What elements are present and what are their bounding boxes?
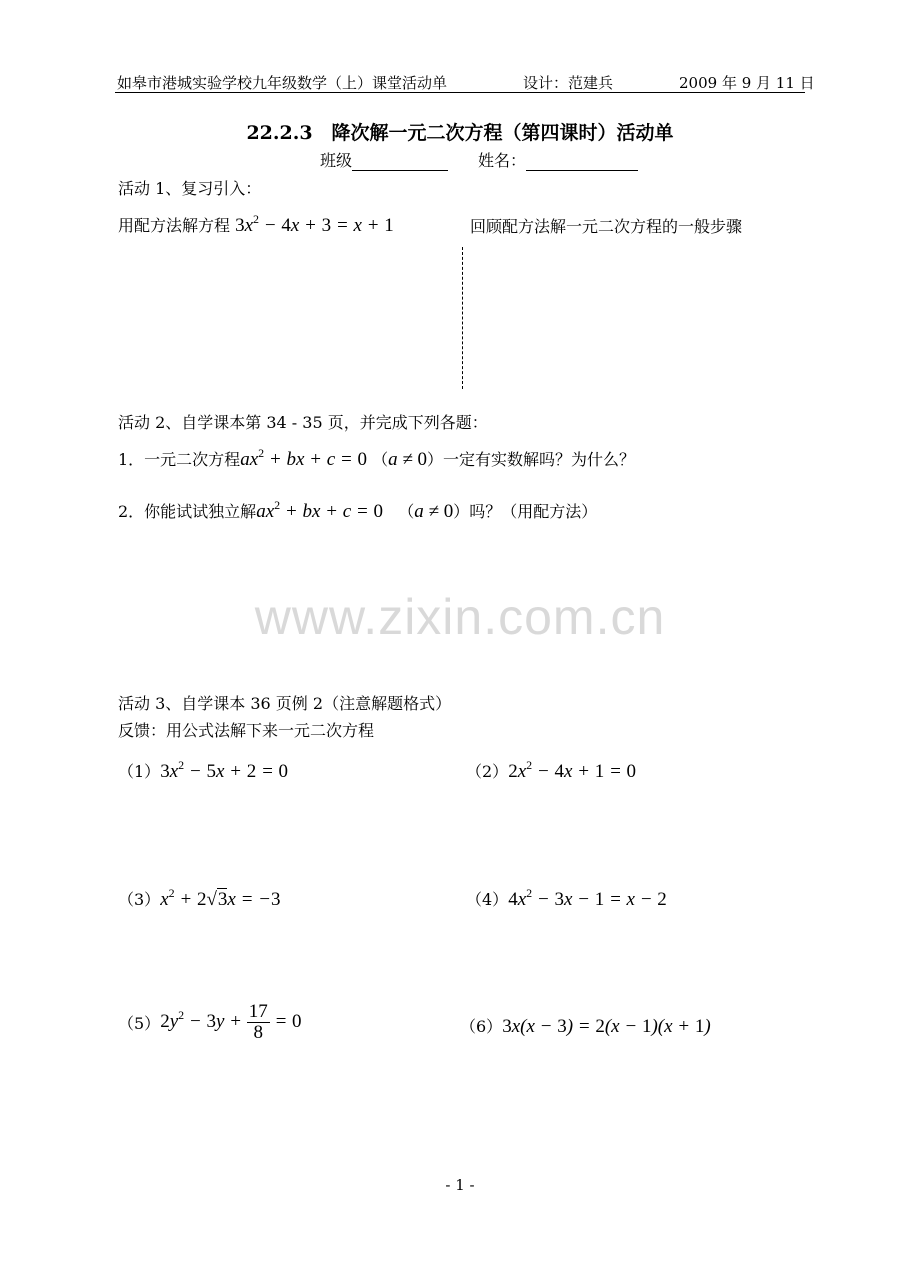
q2-cond-open: （ — [398, 502, 415, 521]
problem-4-label: （4） — [466, 890, 509, 909]
problem-5 — [118, 1002, 302, 1043]
activity1-left-prompt: 用配方法解方程 — [118, 216, 231, 235]
problem-3-equation: $x^2 + 2√3x = -3$ — [160, 886, 281, 910]
problem-1 — [118, 758, 288, 783]
page-number: - 1 - — [445, 1176, 475, 1194]
problem-5-label: （5） — [118, 1014, 161, 1033]
activity3-feedback: 反馈：用公式法解下来一元二次方程 — [118, 721, 375, 740]
problem-6-equation: 3x(x − 3) = 2(x − 1)(x + 1) — [502, 1016, 711, 1037]
header-designer: 设计：范建兵 — [523, 74, 614, 92]
activity1-right-prompt: 回顾配方法解一元二次方程的一般步骤 — [470, 217, 743, 236]
condition-q1: a ≠ 0 — [388, 449, 428, 470]
activity3-heading: 活动 3、自学课本 36 页例 2（注意解题格式） — [118, 694, 452, 713]
header-school: 如皋市港城实验学校九年级数学（上）课堂活动单 — [117, 74, 448, 92]
page-title: 22.2.3 降次解一元二次方程（第四课时）活动单 — [246, 122, 674, 144]
problem-2 — [466, 758, 636, 783]
condition-q2: a ≠ 0 — [414, 501, 454, 522]
divider-dashed — [462, 247, 463, 389]
q2-cond-close: ）吗？（用配方法） — [453, 502, 598, 521]
activity2-heading: 活动 2、自学课本第 34 - 35 页，并完成下列各题： — [118, 413, 488, 432]
problem-6 — [460, 1014, 711, 1038]
class-blank — [352, 151, 448, 171]
name-field — [478, 148, 638, 171]
activity1-heading: 活动 1、复习引入： — [118, 179, 262, 198]
equation-a1: $3x^2 - 4x + 3 = x + 1$ — [235, 212, 394, 236]
name-blank — [526, 151, 638, 171]
problem-4 — [466, 886, 667, 911]
problem-4-equation: $4x^2 - 3x - 1 = x - 2$ — [508, 886, 667, 910]
name-label: 姓名： — [478, 151, 527, 170]
q1-cond-close: ）一定有实数解吗？为什么？ — [427, 450, 636, 469]
q1-text: 1．一元二次方程 — [118, 450, 241, 469]
equation-q1: $ax^2$ + bx + c = 0 — [240, 446, 367, 470]
fraction-17-8: $\frac{17}{8}$ — [248, 1001, 268, 1043]
problem-1-equation: $3x^2 - 5x + 2 = 0$ — [160, 758, 289, 782]
problem-3 — [118, 886, 280, 911]
class-field — [320, 148, 448, 171]
problem-6-label: （6） — [460, 1017, 503, 1036]
equation-q2: $ax^2$ + bx + c = 0 — [256, 498, 383, 522]
activity2-q2 — [118, 498, 597, 523]
activity1-left — [118, 212, 394, 237]
problem-3-label: （3） — [118, 890, 161, 909]
class-label: 班级 — [320, 151, 353, 170]
header-date: 2009 年 9 月 11 日 — [679, 74, 815, 92]
header-rule — [115, 92, 805, 93]
q1-cond-open: （ — [372, 450, 389, 469]
problem-1-label: （1） — [118, 762, 161, 781]
watermark: www.zixin.com.cn — [254, 589, 666, 645]
problem-5-equation: $2y^2 - 3y$ + $\frac{17}{8}$ = 0 — [160, 1001, 302, 1043]
problem-2-label: （2） — [466, 762, 509, 781]
activity2-q1 — [118, 446, 635, 471]
problem-2-equation: $2x^2 - 4x + 1 = 0$ — [508, 758, 637, 782]
q2-text: 2．你能试试独立解 — [118, 502, 257, 521]
